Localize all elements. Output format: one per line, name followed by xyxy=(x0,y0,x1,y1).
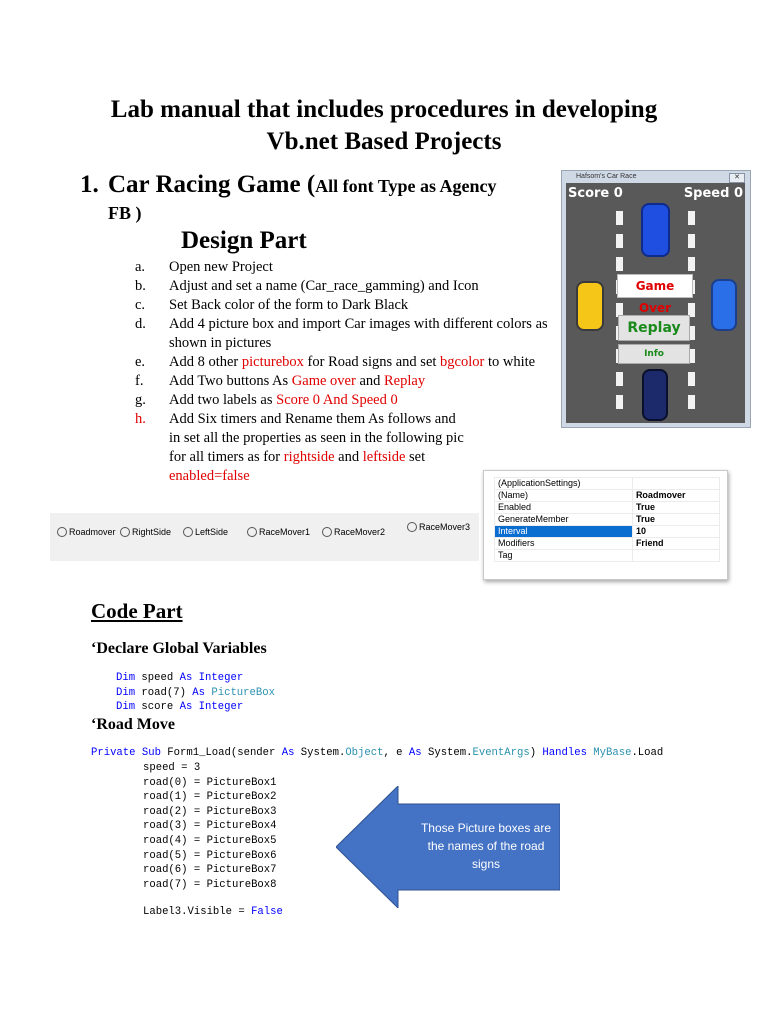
game-window-screenshot xyxy=(561,170,751,428)
design-part-heading: Design Part xyxy=(181,227,307,254)
declare-code-block xyxy=(116,671,275,715)
game-window-title: Hafsom's Car Race xyxy=(576,173,637,180)
section-heading xyxy=(108,171,497,199)
code-line: road(4) = PictureBox5 xyxy=(143,834,277,847)
code-line: road(6) = PictureBox7 xyxy=(143,864,277,877)
step-item: f. Add Two buttons As Game over and Replay xyxy=(135,373,426,389)
section-heading-note: All font Type as Agency xyxy=(315,176,497,196)
code-line: Dim road(7) As PictureBox xyxy=(116,686,275,699)
section-number: 1. xyxy=(80,171,99,198)
road-move-heading: ‘Road Move xyxy=(91,716,175,733)
game-over-button[interactable]: Game Over xyxy=(617,274,693,298)
timer-icon xyxy=(183,527,193,537)
label-visible-line: Label3.Visible = False xyxy=(143,906,283,918)
code-part-heading: Code Part xyxy=(91,599,183,623)
blue-car-top xyxy=(641,203,670,257)
timer-icon xyxy=(322,527,332,537)
code-line: road(3) = PictureBox4 xyxy=(143,820,277,833)
code-line: road(1) = PictureBox2 xyxy=(143,791,277,804)
timer-item: Roadmover xyxy=(57,527,116,537)
code-line: road(2) = PictureBox3 xyxy=(143,805,277,818)
timer-item: RaceMover2 xyxy=(322,527,385,537)
timer-icon xyxy=(407,522,417,532)
step-item: e. Add 8 other picturebox for Road signs and set bgcolor to white xyxy=(135,354,536,370)
code-line: speed = 3 xyxy=(143,762,201,774)
timer-icon xyxy=(247,527,257,537)
document-title-line2: Vb.net Based Projects xyxy=(266,128,502,155)
step-item: a. Open new Project xyxy=(135,259,273,275)
form-load-body xyxy=(143,761,277,892)
timer-item: RaceMover1 xyxy=(247,527,310,537)
step-item: h. Add Six timers and Rename them As follows and in set all the properties as seen in the following pic for all timers as for rightside and leftside set enabled=false xyxy=(135,411,464,484)
step-item: c. Set Back color of the form to Dark Black xyxy=(135,297,409,313)
section-heading-text: Car Racing Game ( xyxy=(108,171,316,198)
timer-item: LeftSide xyxy=(183,527,228,537)
timer-item: RaceMover3 xyxy=(407,522,470,532)
timer-icon xyxy=(57,527,67,537)
score-label: Score 0 xyxy=(568,186,623,201)
document-title-line1: Lab manual that includes procedures in developing xyxy=(110,96,658,123)
step-item: d. Add 4 picture box and import Car images with different colors as shown in pictures xyxy=(135,316,548,351)
timer-item: RightSide xyxy=(120,527,171,537)
step-item: g. Add two labels as Score 0 And Speed 0 xyxy=(135,392,398,408)
form-load-signature: Private Sub Form1_Load(sender As System.Object, e As System.EventArgs) Handles MyBase.Load xyxy=(91,747,664,759)
code-line: Dim score As Integer xyxy=(116,701,244,714)
section-heading-note-end: FB ) xyxy=(108,203,142,223)
game-road xyxy=(566,183,745,423)
navy-car-bottom xyxy=(642,369,668,421)
code-line: road(7) = PictureBox8 xyxy=(143,878,277,891)
code-line: road(0) = PictureBox1 xyxy=(143,776,277,789)
design-steps-list xyxy=(135,258,555,486)
close-icon: ✕ xyxy=(729,173,745,183)
blue-car-right xyxy=(711,279,737,331)
speed-label: Speed 0 xyxy=(683,186,743,201)
callout-text: Those Picture boxes are the names of the road signs xyxy=(420,821,552,871)
step-item: b. Adjust and set a name (Car_race_gamming) and Icon xyxy=(135,278,479,294)
yellow-car xyxy=(576,281,604,331)
replay-button[interactable]: Replay xyxy=(618,315,690,341)
timer-icon xyxy=(120,527,130,537)
info-button[interactable]: Info xyxy=(618,344,690,364)
declare-heading: ‘Declare Global Variables xyxy=(91,640,267,657)
code-line: road(5) = PictureBox6 xyxy=(143,849,277,862)
game-window-titlebar xyxy=(562,171,750,183)
properties-grid: (ApplicationSettings) (Name) Roadmover Enabled True GenerateMember True Interval 10 Modifiers Friend Tag xyxy=(483,470,728,580)
code-line: Dim speed As Integer xyxy=(116,672,244,684)
timers-component-tray xyxy=(50,513,479,561)
